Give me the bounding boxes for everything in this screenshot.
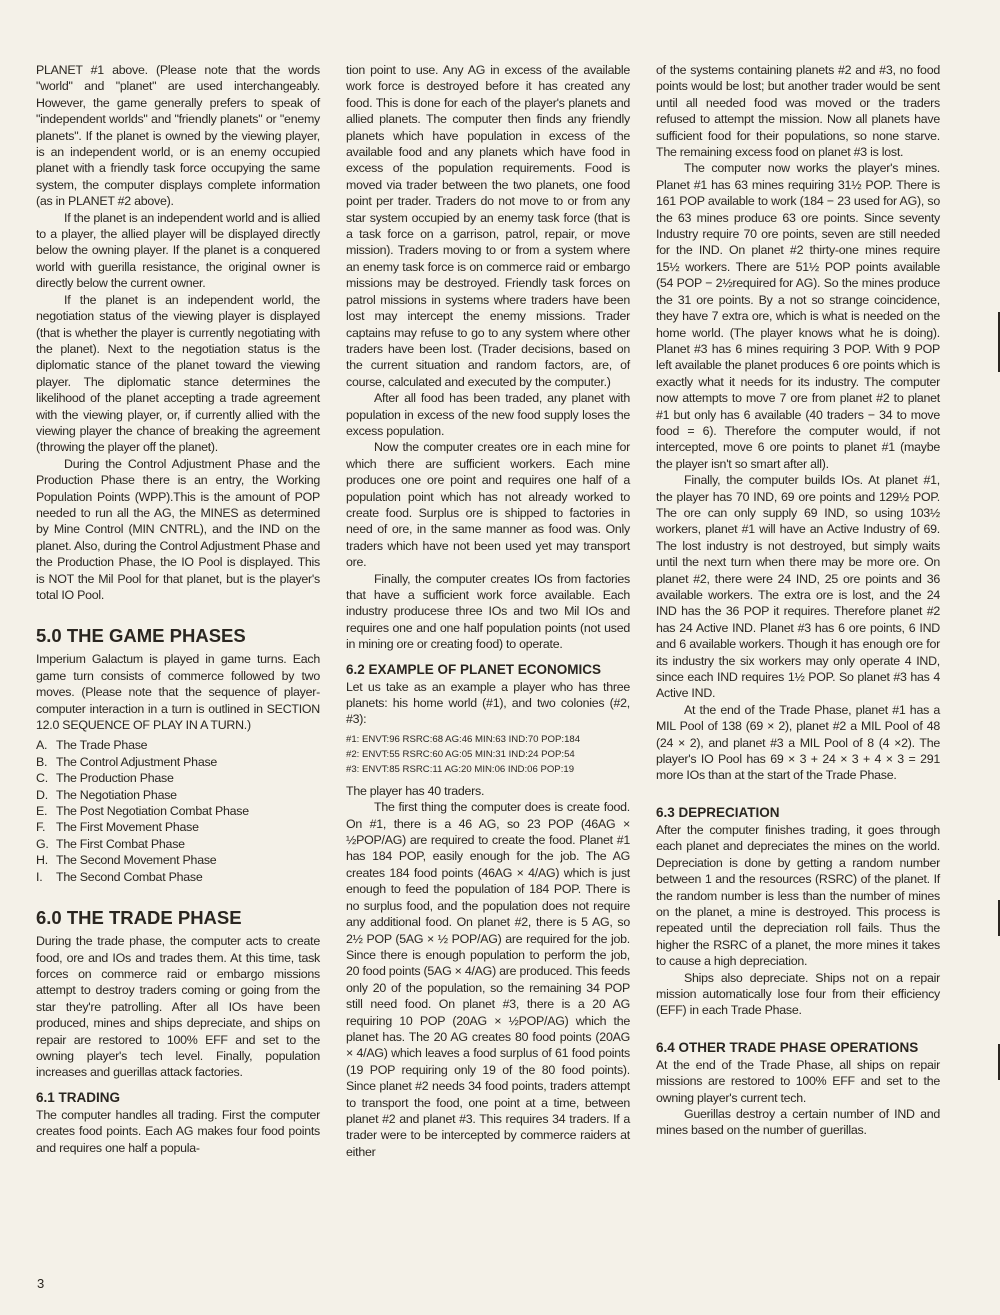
planet-stats-row: #2: ENVT:55 RSRC:60 AG:05 MIN:31 IND:24 POP:54	[346, 748, 575, 760]
paragraph: Now the computer creates ore in each mine for which there are sufficient workers. Each mine produces one ore point and requires one half of a population point which has not already worked to create food. Surplus ore is shipped to factories in need of ore, in the same manner as food was. Only traders which have not been used yet may transport ore.	[346, 440, 630, 570]
paragraph: PLANET #1 above. (Please note that the words "world" and "planet" are used interchangeably. However, the game generally prefers to speak of "independent worlds" and "friendly planets" or "enemy planets". If the planet is owned by the viewing player, is an independent world, or is an enemy occupied planet with a friendly task force occupying the same system, the computer displays complete information (as in PLANET #2 above).	[36, 63, 320, 209]
list-item: E. The Post Negotiation Combat Phase	[36, 804, 249, 819]
column-right	[656, 62, 940, 1139]
subsection-heading-trading: 6.1 TRADING	[36, 1089, 121, 1105]
column-left	[36, 62, 320, 1156]
list-item: H. The Second Movement Phase	[36, 853, 217, 868]
section-heading-trade-phase: 6.0 THE TRADE PHASE	[36, 907, 242, 929]
paragraph: Imperium Galactum is played in game turns. Each game turn consists of commerce followed by two moves. (Please note that the sequence of player-computer interaction in a turn is outlined in SECTION 12.0 SEQUENCE OF PLAY IN A TURN.)	[36, 652, 320, 733]
list-item: C. The Production Phase	[36, 771, 174, 786]
paragraph: Finally, the computer builds IOs. At planet #1, the player has 70 IND, 69 ore points and 129½ POP. The ore can only supply 69 IND, so using 103½ workers, planet #1 will have an Active Industry of 69. The lost industry is not destroyed, but simply waits until the next turn when there may be more ore. On planet #2, there were 24 IND, 25 ore points and 36 available workers. The extra ore is lost, and the 24 IND has the 36 POP it requires. Therefore planet #2 has 24 Active IND. Planet #3 has 6 ore points, 6 IND and 6 available workers. Though it has enough ore for its industry the six workers may only operate 4 IND, since each IND requires 1½ POP. So planet #3 has 4 Active IND.	[656, 473, 940, 701]
list-item: B. The Control Adjustment Phase	[36, 754, 218, 769]
subsection-heading-other-operations: 6.4 OTHER TRADE PHASE OPERATIONS	[656, 1039, 919, 1055]
planet-stats-row: #1: ENVT:96 RSRC:68 AG:46 MIN:63 IND:70 POP:184	[346, 733, 581, 745]
phase-list	[36, 737, 320, 885]
paragraph: Finally, the computer creates IOs from factories that have a sufficient work force available. Each industry producese three IOs and two Mil IOs and requires one and one half population points (not used in mining ore or creating food) to operate.	[346, 571, 630, 652]
paragraph: If the planet is an independent world and is allied to a player, the allied player will be displayed directly below the owning player. If the planet is a conquered world with guerilla resistance, the original owner is directly below the current owner.	[36, 210, 320, 291]
list-item: I. The Second Combat Phase	[36, 869, 203, 884]
paragraph: The first thing the computer does is create food. On #1, there is a 46 AG, so 23 POP (46AG × ½POP/AG) are required to create the food. Planet #1 has 184 POP, easily enough for the job. The AG creates 184 food points (46AG × 4/AG) which is just enough to feed the population of 184 POP. There is no surplus food, and the population does not require any additional food. On planet #2, there is 5 AG, so 2½ POP (5AG × ½ POP/AG) are required for the job. Since there is enough population to perform the job, 20 food points (5AG × 4/AG) are produced. This feeds only 20 of the population, so the remaining 34 POP still need food. On planet #3, there is a 20 AG requiring 10 POP (20AG × ½POP/AG) which the planet has. The 20 AG creates 80 food points (20AG × 4/AG) which leaves a food surplus of 61 food points (19 POP requiring only 19 of the 80 food points). Since planet #2 needs 34 food points, traders attempt to transport the food, one point at a time, between planet #2 and planet #3. This requires 34 traders. If a trader were to be intercepted by commerce raiders at either	[346, 800, 630, 1159]
paragraph: At the end of the Trade Phase, all ships on repair missions are restored to 100% EFF and set to the owning player's current tech.	[656, 1057, 940, 1105]
paragraph: After the computer finishes trading, it goes through each planet and depreciates the mines on the world. Depreciation is done by getting a random number between 1 and the resources (RSRC) of the planet. If the random number is less than the number of mines on the planet, a mine is destroyed. This process is repeated until the depreciation roll fails. Thus the higher the RSRC of a planet, the more mines it takes to cause a high depreciation.	[656, 822, 940, 969]
list-item: A. The Trade Phase	[36, 738, 148, 753]
paragraph: The computer handles all trading. First the computer creates food points. Each AG makes four food points and requires one half a popula-	[36, 1107, 320, 1155]
paragraph: At the end of the Trade Phase, planet #1 has a MIL Pool of 138 (69 × 2), planet #2 a MIL Pool of 48 (24 × 2), and planet #3 a MIL Pool of 8 (4 ×2). The player's IO Pool has 69 × 3 + 24 × 3 + 4 × 3 = 291 more IOs than at the start of the Trade Phase.	[656, 702, 940, 783]
list-item: F. The First Movement Phase	[36, 820, 199, 835]
planet-stats-row: #3: ENVT:85 RSRC:11 AG:20 MIN:06 IND:06 POP:19	[346, 763, 575, 775]
subsection-heading-depreciation: 6.3 DEPRECIATION	[656, 804, 780, 820]
paragraph: tion point to use. Any AG in excess of the available work force is destroyed before it has created any food. This is done for each of the player's planets and allied planets. The computer then finds any friendly planets which have population in excess of the available food and any planets which have food in excess of the population requirements. Food is moved via trader between the two planets, one food point per trader. Traders do not move to or from any star system occupied by an enemy task force (that is a task force on a garrison, patrol, repair, or move mission). Traders moving to or from a system where an enemy task force is on commerce raid or embargo missions may be destroyed. Friendly task forces on patrol missions in systems where traders have been lost may intercept the enemy missions. Trader captains may refuse to go to any system where other traders have been lost. (Trader decisions, based on the current situation and random factors, are, of course, calculated and executed by the computer.)	[346, 63, 630, 389]
paragraph: of the systems containing planets #2 and #3, no food points would be lost; but another trader would be sent until all needed food was moved or the traders refused to attempt the mission. Now all planets have sufficient food for their populations, so none starve. The remaining excess food on planet #3 is lost.	[656, 63, 940, 160]
page-number: 3	[37, 1276, 45, 1291]
paragraph: During the trade phase, the computer acts to create food, ore and IOs and trades them. At this time, task forces on commerce raid or embargo missions attempt to destroy traders coming or going from the star they're patrolling. After all IOs have been produced, mines and ships depreciate, and ships on repair are restored to 100% EFF and set to the owning player's tech level. Finally, population increases and guerillas attack factories.	[36, 934, 320, 1080]
list-item: D. The Negotiation Phase	[36, 787, 177, 802]
subsection-heading-planet-economics: 6.2 EXAMPLE OF PLANET ECONOMICS	[346, 661, 602, 677]
paragraph: The computer now works the player's mines. Planet #1 has 63 mines requiring 31½ POP. There is 161 POP available to work (184 − 23 used for AG), so the 63 mines produce 63 ore points. Since seventy Industry require 70 ore points, seven are still needed for the IND. On planet #2 thirty-one mines require 15½ workers. There are 51½ POP points available (54 POP − 2½required for AG). So the mines produce the 31 ore points. By a not so strange coincidence, they have 7 extra ore, which is what is needed on the home world. (The player knows what he is doing). Planet #3 has 6 mines requiring 3 POP. With 9 POP left available the planet produces 6 ore points which is exactly what it needs for its industry. The computer now attempts to move 7 ore from planet #2 to planet #1 but only has 6 available (40 traders − 34 to move food = 6). Therefore the computer would, if not intercepted, move 6 ore points to planet #1 (maybe the player isn't so smart after all).	[656, 161, 940, 471]
section-heading-game-phases: 5.0 THE GAME PHASES	[36, 625, 246, 647]
paragraph: The player has 40 traders.	[346, 783, 485, 798]
list-item: G. The First Combat Phase	[36, 836, 185, 851]
paragraph: Guerillas destroy a certain number of IND and mines based on the number of guerillas.	[656, 1106, 940, 1138]
paragraph: After all food has been traded, any planet with population in excess of the new food supply loses the excess population.	[346, 391, 630, 438]
column-middle	[346, 62, 630, 1160]
paragraph: Ships also depreciate. Ships not on a repair mission automatically lose four from their efficiency (EFF) in each Trade Phase.	[656, 970, 940, 1018]
planet-stats-table	[346, 732, 630, 777]
paragraph: During the Control Adjustment Phase and the Production Phase there is an entry, the Working Population Points (WPP).This is the amount of POP needed to run all the AG, the MINES as determined by Mine Control (MIN CNTRL), and the IND on the planet. Also, during the Control Adjustment Phase and the Production Phase, the IO Pool is displayed. This is NOT the Mil Pool for that planet, but is the player's total IO Pool.	[36, 456, 320, 602]
paragraph: Let us take as an example a player who has three planets: his home world (#1), and two colonies (#2, #3):	[346, 679, 630, 727]
paragraph: If the planet is an independent world, the negotiation status of the viewing player is displayed (that is whether the player is currently negotiating with the planet). Next to the negotiation status is the diplomatic stance of the planet toward the viewing player. The diplomatic stance determines the likelihood of the planet accepting a trade agreement with the viewing player, or, if currently allied with the viewing player the chance of breaking the agreement (throwing the player off the planet).	[36, 292, 320, 455]
